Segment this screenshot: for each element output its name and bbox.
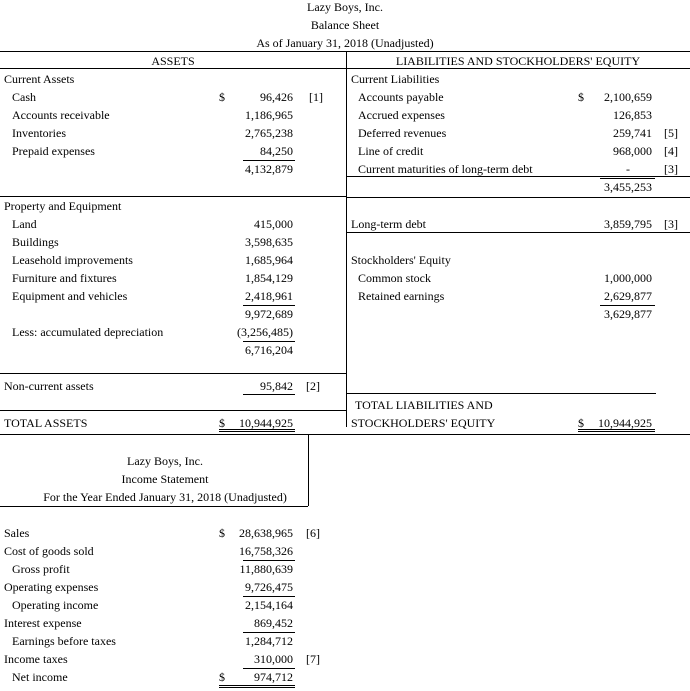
accum-dep-value: (3,256,485) [237,325,293,339]
total-le-value: 10,944,925 [598,416,652,430]
common-stock-value: 1,000,000 [604,271,652,285]
is-row-value: 1,284,712 [245,634,293,648]
cogs-underline [243,560,295,561]
prepaid-label: Prepaid expenses [12,144,95,158]
buildings-value: 3,598,635 [245,235,293,249]
is-row-value: 869,452 [254,616,293,630]
ar-label: Accounts receivable [12,108,110,122]
total-assets-top-rule [0,410,346,411]
cash-label: Cash [12,90,36,104]
ppe-net-rule [243,341,295,342]
liab-header-rule [346,68,690,69]
cash-value: 96,426 [260,90,293,104]
noncurrent-note: [2] [306,379,320,393]
inventories-value: 2,765,238 [245,126,293,140]
net-income-double-rule-1 [219,685,295,686]
is-row-label: Gross profit [12,562,70,576]
current-assets-label: Current Assets [4,72,75,86]
liab-total-rule [346,393,656,394]
bs-bottom-rule [0,434,690,435]
equity-sum-rule [600,305,655,306]
leasehold-label: Leasehold improvements [12,253,133,267]
cm-ltd-value: - [626,162,630,176]
noncurrent-value: 95,842 [260,379,293,393]
liab-header: LIABILITIES AND STOCKHOLDERS' EQUITY [395,54,641,68]
is-header-right-border [308,434,309,506]
is-row-dollar: $ [219,526,225,540]
is-row-value: 11,880,639 [239,562,293,576]
total-le-double-rule-2 [578,431,655,432]
ar-value: 1,186,965 [245,108,293,122]
total-assets-double-rule-2 [219,431,295,432]
loc-label: Line of credit [358,144,424,158]
cl-total: 3,455,253 [604,180,652,194]
is-row-label: Sales [4,526,30,540]
bs-date: As of January 31, 2018 (Unadjusted) [256,36,434,50]
opex-underline [243,596,295,597]
ppe-net: 6,716,204 [245,343,293,357]
total-assets-double-rule-1 [219,429,295,430]
is-header-rule [0,506,308,507]
accrued-value: 126,853 [613,108,652,122]
is-row-dollar: $ [219,670,225,684]
ltd-note: [3] [664,217,678,231]
is-row-value: 974,712 [254,670,293,684]
is-row-label: Interest expense [4,616,82,630]
loc-note: [4] [664,144,678,158]
deferred-note: [5] [664,126,678,140]
bs-company: Lazy Boys, Inc. [307,0,383,14]
is-row-label: Cost of goods sold [4,544,94,558]
land-value: 415,000 [254,217,293,231]
leasehold-value: 1,685,964 [245,253,293,267]
total-assets-dollar: $ [219,416,225,430]
is-period: For the Year Ended January 31, 2018 (Unadjusted) [43,490,287,504]
prepaid-value: 84,250 [260,144,293,158]
total-le-label-2: STOCKHOLDERS' EQUITY [351,416,496,430]
retained-earnings-label: Retained earnings [358,289,445,303]
is-row-value: 9,726,475 [245,580,293,594]
ppe-section-rule [0,196,346,197]
ltd-bottom-rule [346,232,690,233]
cm-ltd-label: Current maturities of long-term debt [358,162,533,176]
is-row-value: 16,758,326 [239,544,293,558]
is-row-note: [6] [306,526,320,540]
net-income-double-rule-2 [219,687,295,688]
ltd-label: Long-term debt [351,217,426,231]
is-company: Lazy Boys, Inc. [127,454,203,468]
equipment-value: 2,418,961 [245,289,293,303]
total-le-label-1: TOTAL LIABILITIES AND [355,398,493,412]
is-row-label: Operating expenses [4,580,99,594]
ap-label: Accounts payable [358,90,444,104]
is-row-value: 2,154,164 [245,598,293,612]
ltd-value: 3,859,795 [604,217,652,231]
is-row-value: 28,638,965 [239,526,293,540]
bs-title: Balance Sheet [310,18,380,32]
land-label: Land [12,217,37,231]
accrued-label: Accrued expenses [358,108,445,122]
ppe-sum-rule [243,305,295,306]
taxes-underline [243,668,295,669]
total-le-double-rule-1 [578,429,655,430]
ltd-section-rule [346,197,690,198]
deferred-label: Deferred revenues [358,126,447,140]
cm-ltd-note: [3] [664,162,678,176]
interest-underline [243,632,295,633]
equity-total: 3,629,877 [604,307,652,321]
common-stock-label: Common stock [358,271,432,285]
total-assets-value: 10,944,925 [239,416,293,430]
accum-dep-label: Less: accumulated depreciation [12,325,164,339]
total-assets-label: TOTAL ASSETS [4,416,88,430]
total-le-dollar: $ [578,416,584,430]
equity-label: Stockholders' Equity [351,253,451,267]
is-row-value: 310,000 [254,652,293,666]
ppe-gross: 9,972,689 [245,307,293,321]
current-liab-label: Current Liabilities [351,72,440,86]
equipment-label: Equipment and vehicles [12,289,128,303]
buildings-label: Buildings [12,235,59,249]
is-title: Income Statement [121,472,209,486]
ca-sum-rule [243,160,295,161]
ca-total: 4,132,879 [245,162,293,176]
ap-dollar: $ [578,90,584,104]
column-divider [346,51,347,427]
noncurrent-rule [0,373,346,374]
liab-top-rule [346,51,690,52]
deferred-value: 259,741 [613,126,652,140]
is-row-note: [7] [306,652,320,666]
cl-sum-rule [600,178,655,179]
noncurrent-label: Non-current assets [4,379,94,393]
is-row-label: Operating income [12,598,99,612]
furniture-label: Furniture and fixtures [12,271,117,285]
assets-header: ASSETS [151,54,195,68]
cash-dollar: $ [219,90,225,104]
cl-section-rule [346,176,690,177]
is-row-label: Income taxes [4,652,68,666]
ap-value: 2,100,659 [604,90,652,104]
noncurrent-underline [243,394,295,395]
retained-earnings-value: 2,629,877 [604,289,652,303]
loc-value: 968,000 [613,144,652,158]
cash-note: [1] [309,90,323,104]
inventories-label: Inventories [12,126,66,140]
furniture-value: 1,854,129 [245,271,293,285]
is-row-label: Net income [12,670,68,684]
assets-header-rule [0,68,346,69]
ppe-label: Property and Equipment [4,199,122,213]
assets-top-rule [0,51,346,52]
is-row-label: Earnings before taxes [12,634,116,648]
